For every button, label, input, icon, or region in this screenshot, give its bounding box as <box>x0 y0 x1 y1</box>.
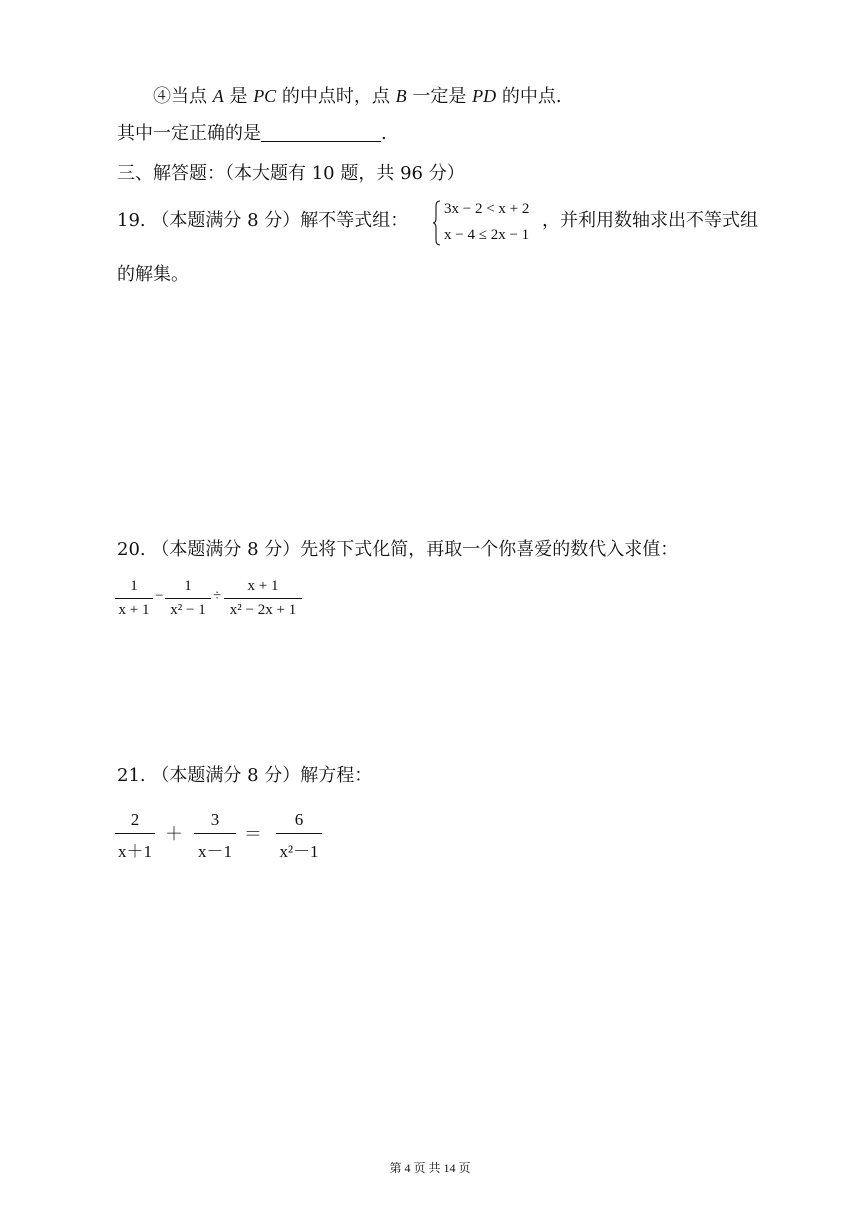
question-19-lead: 19. （本题满分 8 分）解不等式组： <box>117 210 409 231</box>
answer-blank[interactable] <box>261 123 381 142</box>
fraction-bar <box>194 833 236 834</box>
q21-fraction-2: 3 x－1 <box>194 810 236 862</box>
q20-fraction-1: 1 x + 1 <box>115 578 153 619</box>
q20-fraction-3: x + 1 x² − 2x + 1 <box>224 578 302 619</box>
segment-pc-label: PC <box>253 86 277 106</box>
fraction-bar <box>115 598 153 599</box>
fraction-bar <box>276 833 322 834</box>
point-a-label: A <box>212 86 224 106</box>
minus-sign: − <box>155 588 164 604</box>
fraction-bar <box>165 598 211 599</box>
inequality-system <box>432 199 542 247</box>
q20-fraction-2: 1 x² − 1 <box>165 578 211 619</box>
question-19-line2: 的解集。 <box>117 264 189 285</box>
point-b-label: B <box>395 86 407 106</box>
answer-prompt: 其中一定正确的是 . <box>117 123 387 144</box>
question-20-lead: 20. （本题满分 8 分）先将下式化简，再取一个你喜爱的数代入求值： <box>117 539 679 560</box>
question-19-tail: ，并利用数轴求出不等式组 <box>542 210 758 231</box>
q21-fraction-3: 6 x²－1 <box>276 810 322 862</box>
fraction-bar <box>224 598 302 599</box>
inequality-1: 3x − 2 < x + 2 <box>444 201 530 217</box>
plus-sign: ＋ <box>165 824 183 844</box>
left-brace-icon <box>432 199 442 247</box>
segment-pd-label: PD <box>472 86 497 106</box>
q21-fraction-1: 2 x＋1 <box>115 810 155 862</box>
statement-item-4: ④当点 A 是 PC 的中点时，点 B 一定是 PD 的中点. <box>153 86 562 107</box>
fraction-bar <box>115 833 155 834</box>
section-heading: 三、解答题：（本大题有 10 题，共 96 分） <box>117 163 465 184</box>
question-21-lead: 21. （本题满分 8 分）解方程： <box>117 765 373 786</box>
page-footer: 第 4 页 共 14 页 <box>389 1161 471 1175</box>
equals-sign: ＝ <box>244 824 262 844</box>
divide-sign: ÷ <box>213 588 222 604</box>
inequality-2: x − 4 ≤ 2x − 1 <box>444 227 530 243</box>
